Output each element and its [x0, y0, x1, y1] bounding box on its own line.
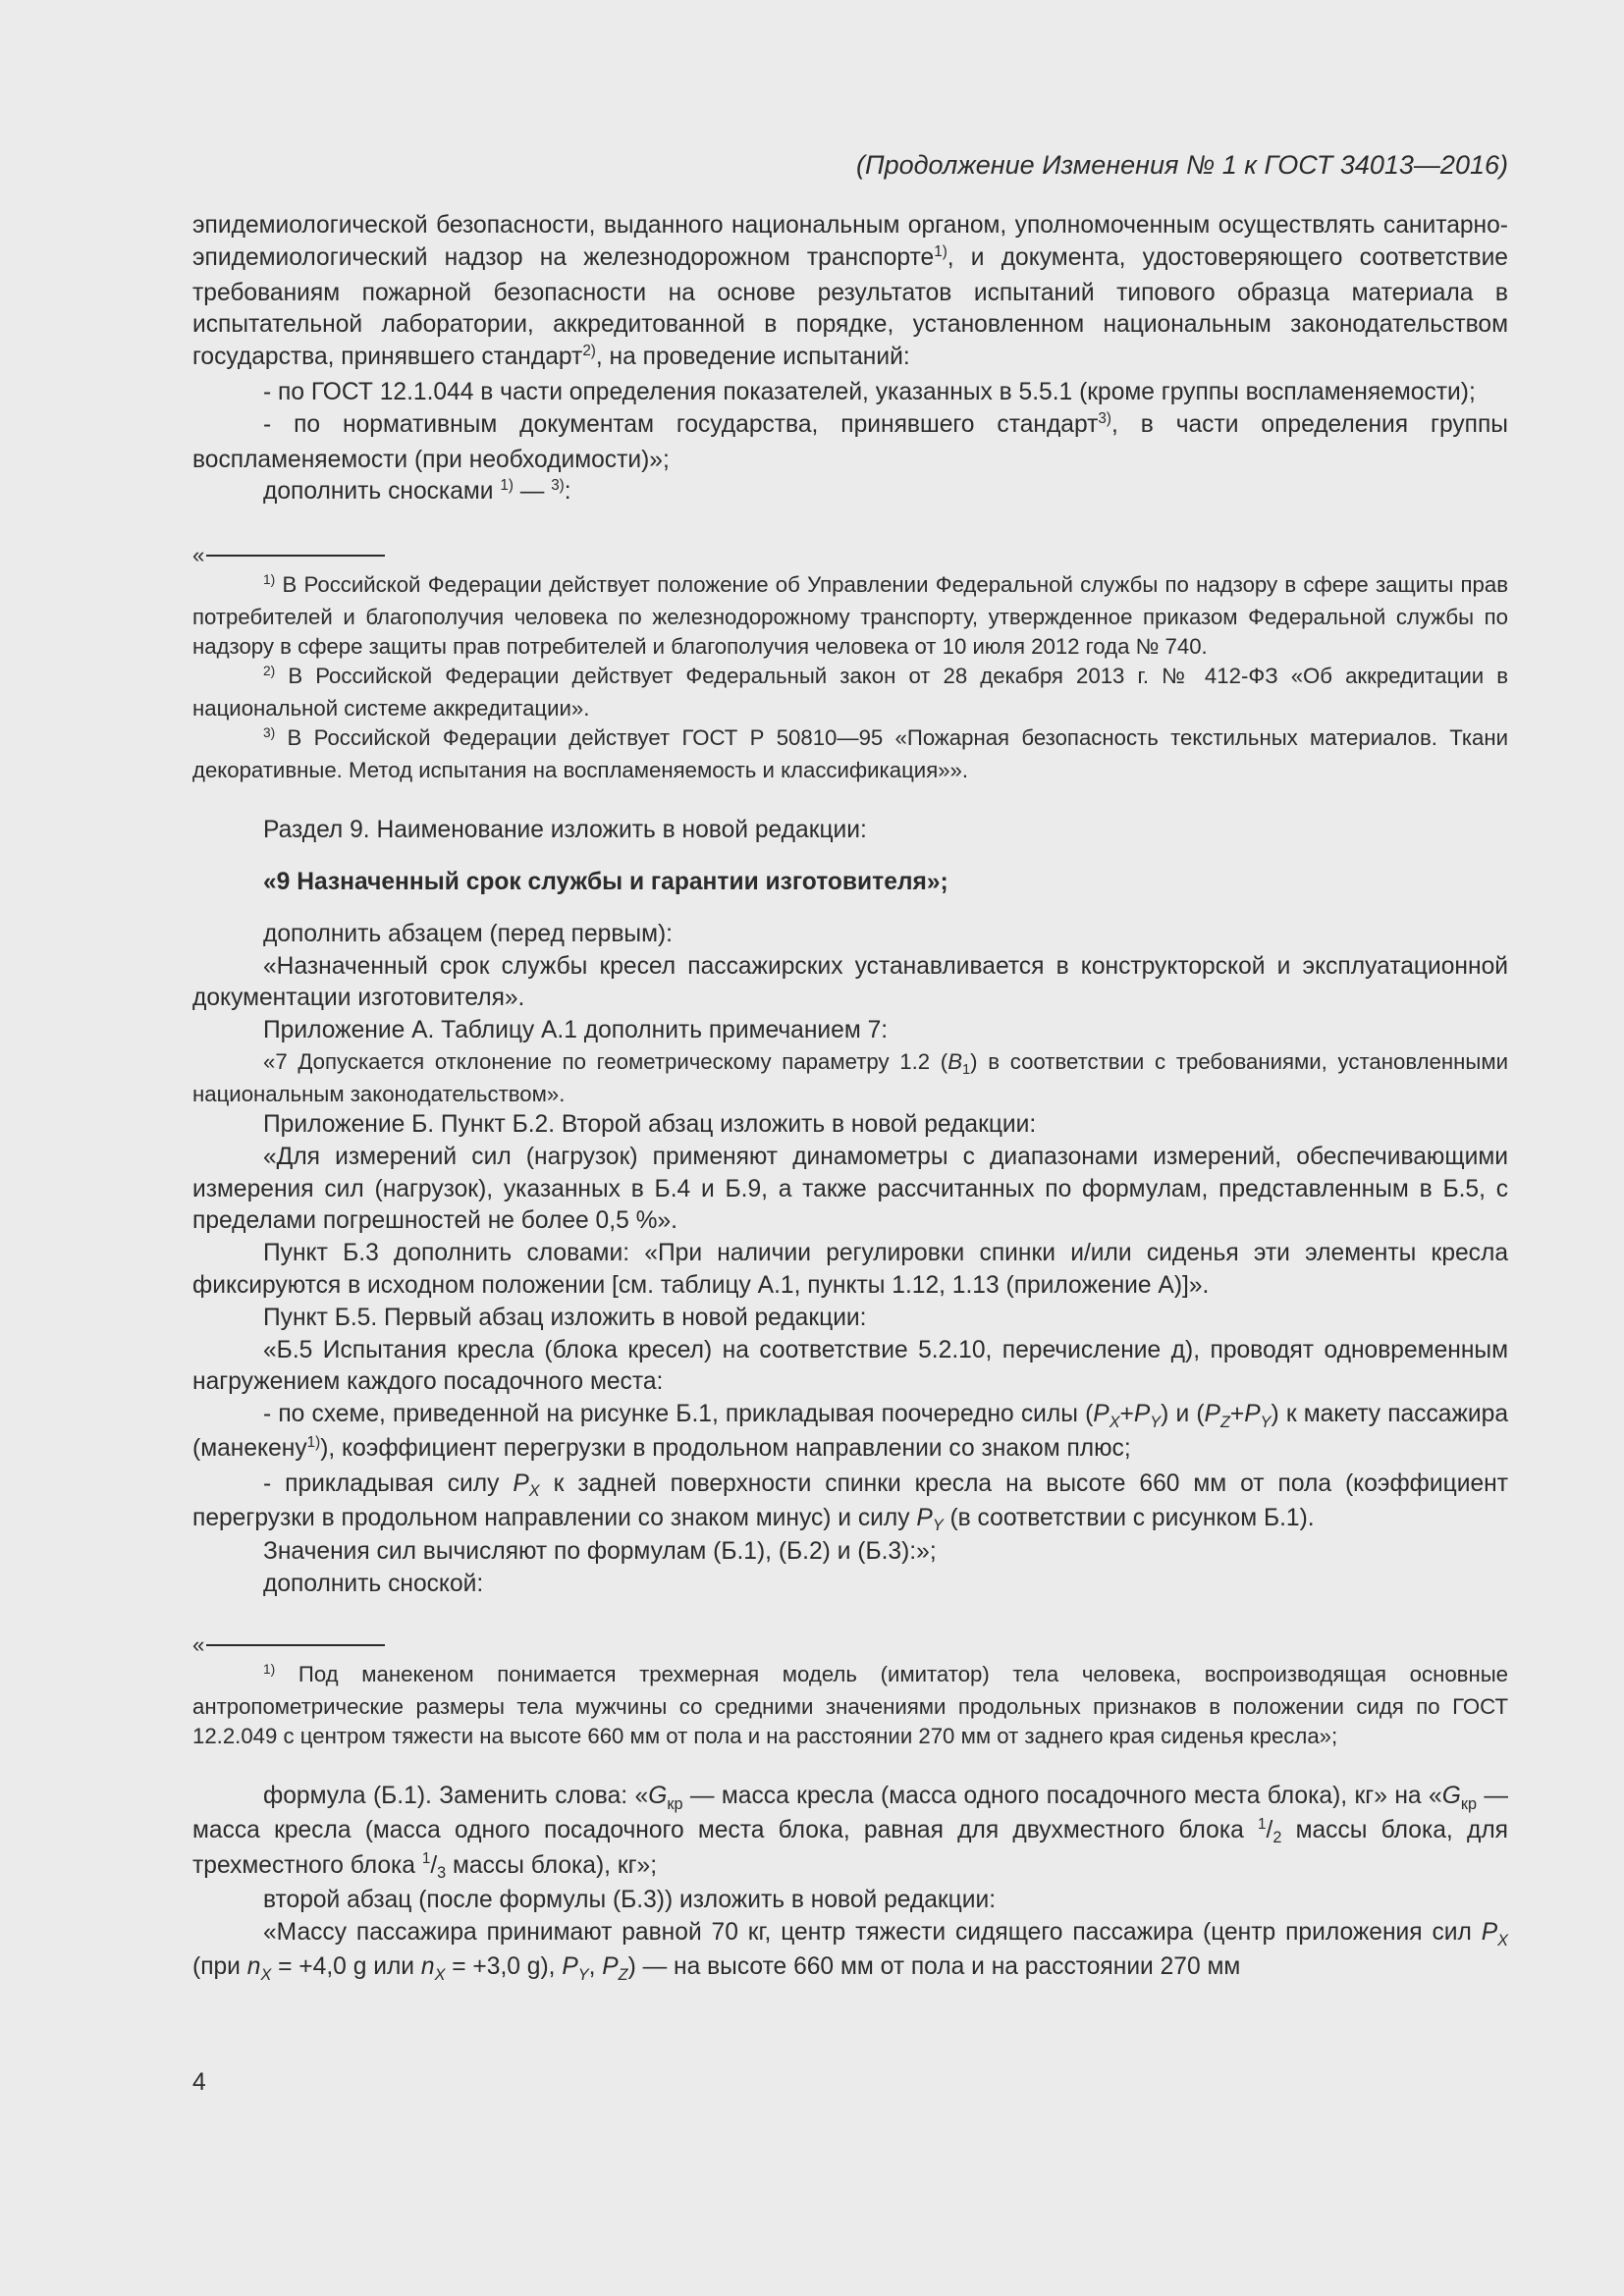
footnote-2: $^{2)}$ В Российской Федерации действует Федеральный закон от 28 декабря 2013 г. № 412-ФЗ «Об аккредитации в национальной системе аккредитации».	[192, 663, 1508, 721]
clause-b3: Пункт Б.3 дополнить словами: «При наличии регулировки спинки и/или сиденья эти элементы кресла фиксируются в исходном положении [см. таблицу А.1, пункты 1.12, 1.13 (приложение А)]».	[192, 1240, 1508, 1299]
footnote-ref-1: 1)	[934, 242, 947, 260]
clause-b5-line: Пункт Б.5. Первый абзац изложить в новой редакции:	[263, 1304, 867, 1331]
add-paragraph-line: дополнить абзацем (перед первым):	[263, 920, 674, 947]
appendix-a-line: Приложение А. Таблицу А.1 дополнить примечанием 7:	[263, 1017, 889, 1044]
section-9-instruction: Раздел 9. Наименование изложить в новой редакции:	[263, 817, 867, 844]
add-footnote-line: дополнить сноской:	[263, 1571, 484, 1598]
footnote-mannequin: $^{1)}$ Под манекеном понимается трехмерная модель (имитатор) тела человека, воспроизводящая основные антропометрические размеры тела мужчины со средними значениями продольных признаков в положении сидя по ГОСТ 12.2.049 с центром тяжести на высоте 660 мм от пола и на расстоянии 270 мм от заднего края сиденья кресла»;	[192, 1661, 1508, 1748]
page-number: 4	[192, 2069, 206, 2096]
page-header: (Продолжение Изменения № 1 к ГОСТ 34013—2016)	[856, 150, 1508, 180]
note-7: «7 Допускается отклонение по геометрическому параметру 1.2 $(B_1)$ в соответствии с требованиями, установленными национальным законодательством».	[192, 1048, 1508, 1106]
add-footnotes-line: дополнить сносками $^{1)}$ — $^{3)}$:	[263, 477, 571, 506]
footnote-ref-3: 3)	[1098, 409, 1111, 427]
footnote-3: $^{3)}$ В Российской Федерации действует ГОСТ Р 50810—95 «Пожарная безопасность текстильных материалов. Ткани декоративные. Метод испытания на воспламеняемость и классификация»».	[192, 724, 1508, 783]
footnote-ref-2: 2)	[582, 343, 596, 360]
scheme-item: - по схеме, приведенной на рисунке Б.1, прикладывая поочередно силы $(P_X+P_Y)$ и $(P_Z+P_Y)$ к макету пассажира (манекену$^{1)}$), коэффициент перегрузки в продольном направлении со знаком плюс;	[192, 1401, 1509, 1462]
footnote-separator-2: «	[192, 1630, 1508, 1660]
formula-b1-line: формула (Б.1). Заменить слова: «$G_{кр}$ — масса кресла (масса одного посадочного места блока), кг» на «$G_{кр}$ — масса кресла (масса одного посадочного места блока, равная для двухместного блока $^1/_2$ массы блока, для трехместного блока $^1/_3$ массы блока), кг»;	[192, 1782, 1508, 1883]
apply-force-item: - прикладывая силу $P_X$ к задней поверхности спинки кресла на высоте 660 мм от пола (коэффициент перегрузки в продольном направлении со знаком минус) и силу $P_Y$ (в соответствии с рисунком Б.1).	[192, 1469, 1508, 1535]
second-paragraph-line: второй абзац (после формулы (Б.3)) изложить в новой редакции:	[263, 1887, 997, 1914]
paragraph-approval-docs: эпидемиологической безопасности, выданного национальным органом, уполномоченным осуществлять санитарно-эпидемиологический надзор на железнодорожном транспорте$^{1)}$, и документа, удостоверяющего соответствие требованиям пожарной безопасности на основе результатов испытаний типового образца материала в испытательной лаборатории, аккредитованной в порядке, установленном национальным законодательством государства, принявшего стандарт$^{2)}$, на проведение испытаний:	[192, 212, 1508, 371]
page-content	[192, 210, 1508, 1986]
passenger-mass-quote: «Массу пассажира принимают равной 70 кг, центр тяжести сидящего пассажира (центр приложения сил $P_X$ (при $n_X = +4,0$ g или $n_X = +3,0$ g), $P_Y$, $P_Z$) — на высоте 660 мм от пола и на расстоянии 270 мм	[192, 1919, 1508, 1984]
footnote-separator: «	[192, 541, 1508, 570]
section-9-title: «9 Назначенный срок службы и гарантии изготовителя»;	[263, 868, 948, 895]
footnote-1: $^{1)}$ В Российской Федерации действует положение об Управлении Федеральной службы по надзору в сфере защиты прав потребителей и благополучия человека по железнодорожному транспорту, утвержденное приказом Федеральной службы по надзору в сфере защиты прав потребителей и благополучия человека от 10 июля 2012 года № 740.	[192, 571, 1508, 660]
dynamometer-quote: «Для измерений сил (нагрузок) применяют динамометры с диапазонами измерений, обеспечивающими измерения сил (нагрузок), указанных в Б.4 и Б.9, а также рассчитанных по формулам, представленным в Б.5, с пределами погрешностей не более 0,5 %».	[192, 1143, 1508, 1235]
service-life-quote: «Назначенный срок службы кресел пассажирских устанавливается в конструкторской и эксплуатационной документации изготовителя».	[192, 952, 1508, 1012]
list-item-normative: - по нормативным документам государства, принявшего стандарт$^{3)}$, в части определения группы воспламеняемости (при необходимости)»;	[192, 409, 1508, 473]
forces-line: Значения сил вычисляют по формулам (Б.1), (Б.2) и (Б.3):»;	[263, 1538, 937, 1566]
clause-b5-quote: «Б.5 Испытания кресла (блока кресел) на соответствие 5.2.10, перечисление д), проводят одновременным нагружением каждого посадочного места:	[192, 1336, 1508, 1396]
list-item-gost: - по ГОСТ 12.1.044 в части определения показателей, указанных в 5.5.1 (кроме группы воспламеняемости);	[263, 378, 1476, 405]
appendix-b-line: Приложение Б. Пункт Б.2. Второй абзац изложить в новой редакции:	[263, 1110, 1037, 1138]
